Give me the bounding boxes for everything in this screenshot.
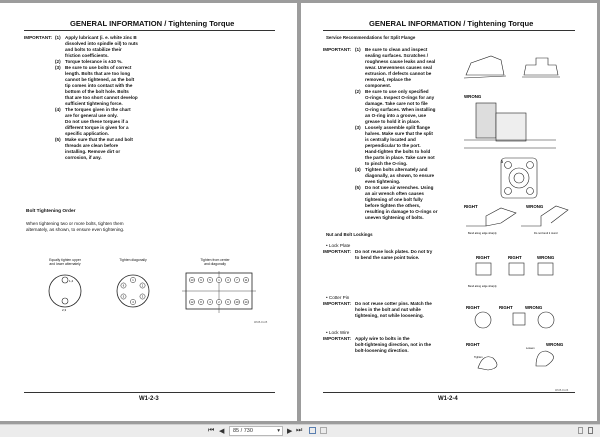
bolt-label: 11	[244, 279, 248, 282]
locking-item	[323, 330, 463, 353]
bolt-label: 14	[244, 301, 248, 304]
bolt-label: 6	[227, 301, 229, 304]
bolt-label: 5	[209, 279, 211, 282]
item-text: specific application.	[65, 131, 109, 136]
caption: Bend along edge sharply	[468, 232, 497, 235]
bolt-label: 13	[190, 279, 194, 282]
item-number: (2)	[55, 59, 61, 64]
item-text: different torque is given for a	[65, 125, 129, 130]
item-text: O-rings. Inspect O-rings for any	[365, 95, 435, 100]
item-text: O-ring surfaces. When installing	[365, 107, 436, 112]
diagram-caption: Equally tighten upper and lower alternately	[49, 258, 81, 266]
item-text: Apply wire to bolts in the	[355, 336, 410, 341]
last-page-button[interactable]: ⏭	[296, 427, 303, 434]
bolt-label: 1	[218, 279, 220, 282]
item-text: are for general use only.	[65, 113, 118, 118]
item-text: grease to hold it in place.	[365, 119, 421, 124]
item-text: friction coefficients.	[65, 53, 109, 58]
item-text: cannot be tightened, as the bolt	[65, 77, 135, 82]
important-label: IMPORTANT:	[323, 301, 351, 306]
item-text: an air wrench often causes	[365, 191, 424, 196]
item-number: (4)	[55, 107, 61, 112]
item-text: Loosely assemble split flange	[365, 125, 431, 130]
item-text: Do not reuse lock plates. Do not try	[355, 249, 433, 254]
important-label: IMPORTANT:	[323, 336, 351, 341]
item-text: sufficient tightening force.	[65, 101, 123, 106]
important-label: IMPORTANT:	[323, 249, 351, 254]
item-number: (4)	[355, 167, 361, 172]
left-page	[0, 3, 297, 421]
item-text: Be sure to use bolts of correct	[65, 65, 132, 70]
important-label: IMPORTANT:	[323, 47, 351, 52]
item-text: length. Bolts that are too long	[65, 71, 131, 76]
item-text: tightening, not while loosening.	[355, 313, 424, 318]
item-text: before tighten the others,	[365, 203, 421, 208]
item-text: damage. Take care not to file	[365, 101, 428, 106]
item-text: sealing surfaces. Scratches /	[365, 53, 429, 58]
right-label: RIGHT	[466, 305, 480, 310]
item-text: halves. Make sure that the split	[365, 131, 433, 136]
bolt-label: 2,3	[62, 308, 67, 312]
item-text: perpendicular to the port.	[365, 143, 421, 148]
item-text: is centrally located and	[365, 137, 416, 142]
page-title: GENERAL INFORMATION / Tightening Torque	[70, 19, 235, 28]
item-text: corrosion, if any.	[65, 155, 102, 160]
item-text: roughness cause leaks and seal	[365, 59, 436, 64]
bolt-label: 2	[218, 301, 220, 304]
section-title: Bolt Tightening Order	[26, 209, 76, 214]
bolt-label: 4	[209, 301, 211, 304]
bolt-order-diagrams	[40, 271, 265, 319]
caption: Bend along edge sharply	[468, 285, 497, 288]
bolt-label: 5	[122, 295, 125, 299]
right-label: RIGHT	[466, 342, 480, 347]
item-text: uneven tightening of bolts.	[365, 215, 424, 220]
caption: Loosen	[526, 347, 535, 350]
item-text: Be sure to clean and inspect	[365, 47, 428, 52]
lockings-title: Nut and Bolt Lockings	[326, 232, 373, 237]
wrong-label: WRONG	[525, 305, 543, 310]
bolt-label: 1	[132, 279, 134, 282]
first-page-button[interactable]: ⏮	[208, 427, 215, 434]
page-number: W1-2-3	[139, 396, 159, 402]
wrong-label: WRONG	[546, 342, 564, 347]
bolt-label: 8	[200, 301, 202, 304]
item-text: Be sure to use only specified	[365, 89, 429, 94]
item-number: (5)	[355, 185, 361, 190]
item-text: Tighten bolts alternately and	[365, 167, 428, 172]
chevron-down-icon: ▾	[277, 428, 280, 434]
item-text: tightening of one bolt fully	[365, 197, 423, 202]
bolt-label: 3	[227, 279, 229, 282]
item-number: (2)	[355, 89, 361, 94]
bolt-label: 9	[200, 279, 202, 282]
item-text: Make sure that the nut and bolt	[65, 137, 133, 142]
item-text: that are too short cannot develop	[65, 95, 138, 100]
item-text: Do not reuse cotter pins. Match the	[355, 301, 432, 306]
important-label: IMPORTANT:	[24, 35, 52, 40]
item-text: to pinch the O-ring.	[365, 161, 408, 166]
bolt-label: 12	[190, 301, 194, 304]
item-text: the parts in place. Take care not	[365, 155, 435, 160]
right-label: RIGHT	[508, 255, 522, 260]
continuous-view-icon[interactable]	[320, 427, 327, 434]
item-text: Apply lubricant (i. e. white zinc B	[65, 35, 137, 40]
diagram-caption: Tighten from center and diagonally	[200, 258, 230, 266]
figure-code: W105-01-05	[254, 321, 268, 324]
item-text: diagonally, as shown, to ensure	[365, 173, 435, 178]
bolt-label: 4	[132, 301, 134, 304]
bolt-label: 1,4	[69, 279, 74, 283]
item-text: to bend the same point twice.	[355, 255, 420, 260]
locking-item	[323, 295, 463, 318]
bullet-title: • Lock Plate	[326, 243, 351, 248]
right-label: RIGHT	[499, 305, 513, 310]
wrong-label: WRONG	[526, 204, 544, 209]
viewer-toolbar	[0, 424, 600, 437]
bolt-label: 7	[236, 279, 238, 282]
right-label: RIGHT	[464, 204, 478, 209]
item-text: extrusion. If defects cannot be	[365, 71, 432, 76]
figure-code: W105-01-06	[555, 389, 569, 392]
next-page-button[interactable]: ▶	[287, 428, 293, 435]
split-flange-illustrations	[456, 48, 576, 373]
item-text: threads are clean before	[65, 143, 119, 148]
item-text: dissolved into spindle oil) to nuts	[65, 41, 138, 46]
wrong-label: WRONG	[537, 255, 555, 260]
item-text: tip comes into contact with the	[65, 83, 133, 88]
right-page	[301, 3, 597, 421]
section-text: When tightening two or more bolts, tighten them	[26, 221, 124, 226]
wrong-label: WRONG	[464, 94, 482, 99]
item-number: (1)	[355, 47, 361, 52]
single-page-icon[interactable]	[578, 427, 583, 434]
item-text: component.	[365, 83, 392, 88]
item-number: (5)	[55, 137, 61, 142]
item-text: removed, replace the	[365, 77, 411, 82]
prev-page-button[interactable]: ◀	[219, 428, 225, 435]
page-title: GENERAL INFORMATION / Tightening Torque	[369, 19, 534, 28]
caption: Tighten	[474, 356, 483, 359]
item-text: Do not use air wrenches. Using	[365, 185, 434, 190]
section-title: Service Recommendations for Split Flange	[326, 35, 416, 40]
item-number: (3)	[355, 125, 361, 130]
diagram-caption: Tighten diagonally	[119, 258, 147, 262]
item-text: bolt-loosening direction.	[355, 348, 409, 353]
item-text: an O-ring into a groove, use	[365, 113, 427, 118]
item-text: Hand-tighten the bolts to hold	[365, 149, 431, 154]
page-select[interactable]: 85 / 730 ▾	[229, 426, 283, 436]
two-page-view-icon[interactable]	[309, 427, 316, 434]
item-text: Do not use these torques if a	[65, 119, 129, 124]
locking-item	[323, 243, 463, 260]
bullet-title: • Lock Wire	[326, 330, 350, 335]
bolt-label: 3	[141, 295, 144, 299]
bolt-number: 3	[501, 160, 503, 164]
item-text: bolt-tightening direction, not in the	[355, 342, 432, 347]
caption: Do not bend it round	[534, 232, 558, 235]
item-text: installing. Remove dirt or	[65, 149, 121, 154]
bolt-label: 2	[141, 284, 144, 288]
item-text: holes in the bolt and nut while	[355, 307, 421, 312]
item-number: (3)	[55, 65, 61, 70]
item-text: Torque tolerance is ±10 %.	[65, 59, 123, 64]
item-text: resulting in damage to O-rings or	[365, 209, 438, 214]
item-text: wear. Unevenness causes seal	[365, 65, 432, 70]
section-text: alternately, as shown, to ensure even tightening.	[26, 227, 125, 232]
bullet-title: • Cotter Pin	[326, 295, 350, 300]
right-label: RIGHT	[476, 255, 490, 260]
item-text: The torques given in the chart	[65, 107, 131, 112]
item-number: (1)	[55, 35, 61, 40]
bookmark-icon[interactable]	[588, 427, 593, 434]
page-number: W1-2-4	[438, 396, 458, 402]
item-text: bottom of the bolt hole. Bolts	[65, 89, 129, 94]
bolt-label: 6	[122, 284, 125, 288]
bolt-label: 10	[235, 301, 239, 304]
item-text: even tightening.	[365, 179, 401, 184]
item-text: and bolts to stabilize their	[65, 47, 122, 52]
